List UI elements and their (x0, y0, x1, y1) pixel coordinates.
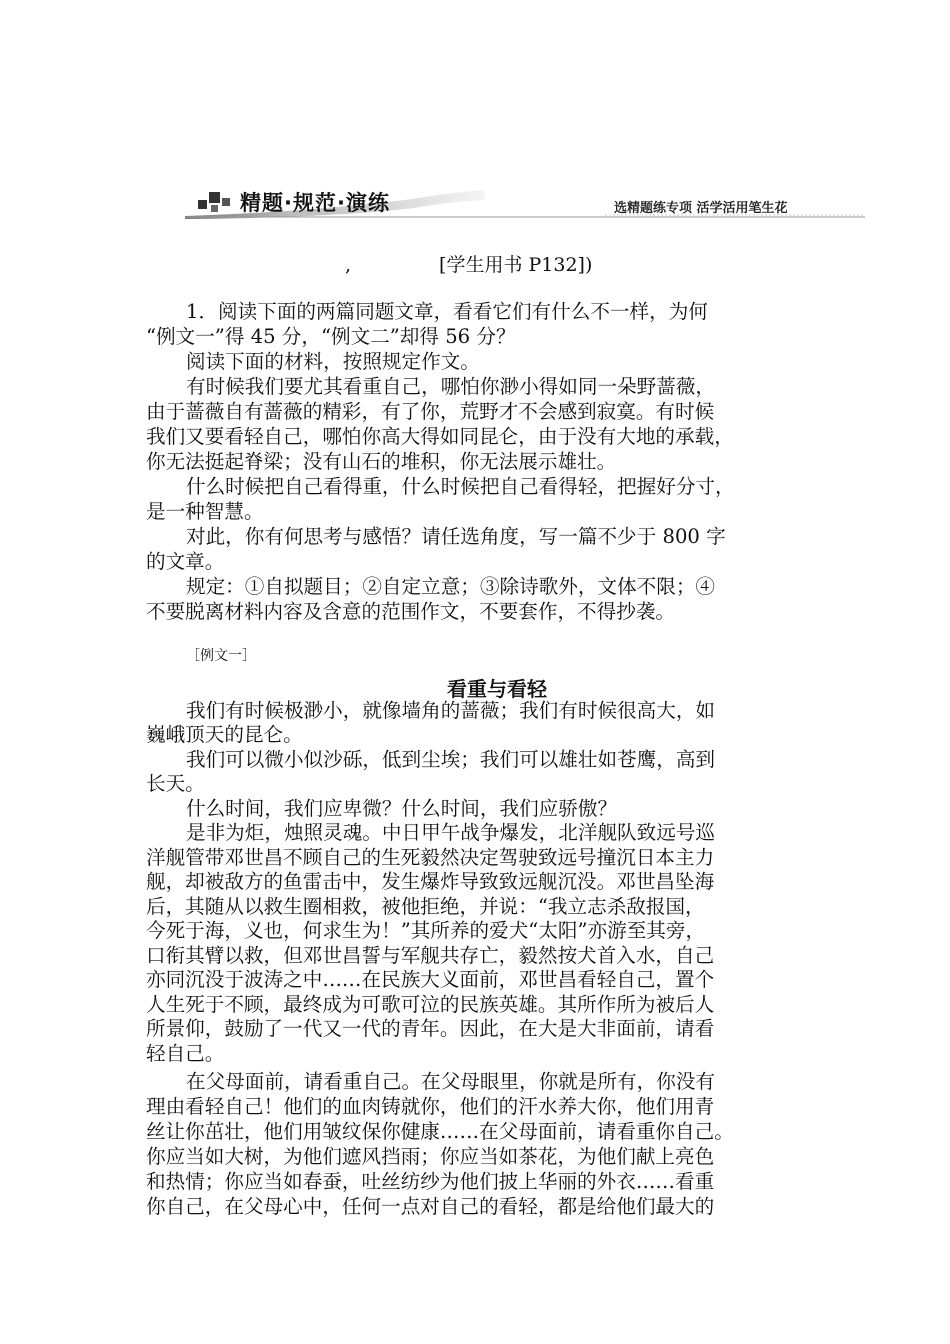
essay-line: 今死于海，义也，何求生为！”其所养的爱犬“太阳”亦游至其旁， (146, 919, 706, 942)
essay-line: 是非为炬，烛照灵魂。中日甲午战争爆发，北洋舰队致远号巡 (186, 821, 716, 844)
essay-line: 我们可以微小似沙砾，低到尘埃；我们可以雄壮如苍鹰，高到 (186, 748, 716, 771)
essay-line: 丝让你茁壮，他们用皱纹保你健康……在父母面前，请看重你自己。 (146, 1120, 734, 1143)
essay-line: 轻自己。 (146, 1042, 225, 1065)
question-line: 由于蔷薇自有蔷薇的精彩，有了你，荒野才不会感到寂寞。有时候 (146, 400, 715, 423)
essay-line: 后，其随从以救生圈相救，被他拒绝，并说：“我立志杀敌报国， (146, 895, 705, 918)
essay-line: 巍峨顶天的昆仑。 (146, 723, 303, 746)
banner-tagline: 选精题练专项 活学活用笔生花 (614, 201, 788, 216)
question-line: 我们又要看轻自己，哪怕你高大得如同昆仑，由于没有大地的承载， (146, 425, 734, 448)
reference-text: [学生用书 P132]) (439, 254, 593, 276)
question-line: 不要脱离材料内容及含意的范围作文，不要套作，不得抄袭。 (146, 600, 676, 623)
question-line: 是一种智慧。 (146, 500, 264, 523)
banner-title: 精题·规范·演练 (240, 191, 390, 215)
question-line: 有时候我们要尤其看重自己，哪怕你渺小得如同一朵野蔷薇， (186, 375, 716, 398)
question-line: 规定：①自拟题目；②自定立意；③除诗歌外，文体不限；④ (186, 575, 716, 598)
essay-line: 什么时间，我们应卑微？什么时间，我们应骄傲？ (186, 797, 618, 820)
question-line: 对此，你有何思考与感悟？请任选角度，写一篇不少于 800 字 (186, 525, 726, 548)
question-line: 阅读下面的材料，按照规定作文。 (186, 350, 480, 373)
question-line: 1．阅读下面的两篇同题文章，看看它们有什么不一样，为何 (186, 300, 708, 323)
essay-line: 我们有时候极渺小，就像墙角的蔷薇；我们有时候很高大，如 (186, 699, 716, 722)
question-line: 什么时候把自己看得重，什么时候把自己看得轻，把握好分寸， (186, 475, 735, 498)
essay-line: 和热情；你应当如春蚕，吐丝纺纱为他们披上华丽的外衣……看重 (146, 1170, 715, 1193)
essay-line: 亦同沉没于波涛之中……在民族大义面前，邓世昌看轻自己，置个 (146, 968, 715, 991)
essay-line: 你自己，在父母心中，任何一点对自己的看轻，都是给他们最大的 (146, 1195, 715, 1218)
question-line: 的文章。 (146, 550, 225, 573)
essay-line: 舰，却被敌方的鱼雷击中，发生爆炸导致致远舰沉没。邓世昌坠海 (146, 870, 715, 893)
essay-line: 长天。 (146, 772, 205, 795)
essay-line: 所景仰，鼓励了一代又一代的青年。因此，在大是大非面前，请看 (146, 1017, 715, 1040)
essay-line: 口衔其臂以救，但邓世昌誓与军舰共存亡，毅然按犬首入水，自己 (146, 944, 715, 967)
essay-line: 人生死于不顾，最终成为可歌可泣的民族英雄。其所作所为被后人 (146, 993, 715, 1016)
example-tag: ［例文一］ (186, 648, 256, 664)
book-reference (345, 250, 592, 277)
reference-prefix: , (345, 254, 352, 276)
essay-line: 你应当如大树，为他们遮风挡雨；你应当如茶花，为他们献上亮色 (146, 1145, 715, 1168)
essay-line: 在父母面前，请看重自己。在父母眼里，你就是所有，你没有 (186, 1070, 716, 1093)
essay-title: 看重与看轻 (447, 677, 547, 701)
essay-line: 理由看轻自己！他们的血肉铸就你，他们的汗水养大你，他们用青 (146, 1095, 715, 1118)
question-line: 你无法挺起脊梁；没有山石的堆积，你无法展示雄壮。 (146, 450, 617, 473)
question-line: “例文一”得 45 分，“例文二”却得 56 分？ (146, 325, 516, 348)
essay-line: 洋舰管带邓世昌不顾自己的生死毅然决定驾驶致远号撞沉日本主力 (146, 846, 715, 869)
